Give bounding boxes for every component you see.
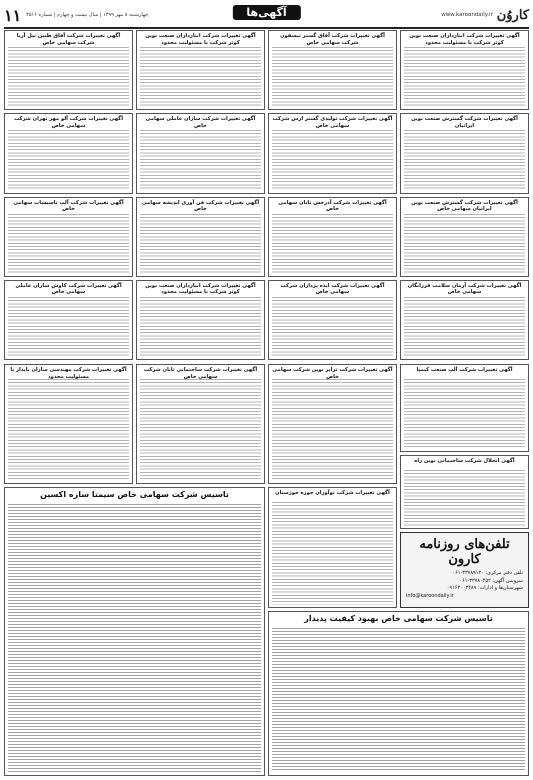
ad-title: آگهی تغییرات شرکت آفاق گستر تیسفون شرکت سهامی خاص (280, 33, 385, 46)
ad-body-text (272, 297, 393, 357)
page-number: ۱۱ (4, 5, 22, 25)
ad-box (400, 364, 529, 452)
ad-box (136, 197, 265, 277)
ad-box (400, 280, 529, 360)
website-url[interactable]: www.karoondaily.ir (441, 12, 493, 18)
ad-box (400, 197, 529, 277)
ad-title: آگهی تغییرات شرکت آذرخش تابان سهامی خاص (278, 199, 387, 212)
ad-box (136, 30, 265, 110)
phones-line: تلفن دفتر مرکزی: ۳۳۷۸۹۱۲۰-۰۶۱ (452, 570, 523, 576)
ad-title: آگهی تغییرات شرکت ایده پردازان شرکت سهامی خاص (280, 282, 385, 296)
founding-body-text (8, 504, 261, 772)
ad-title: آگهی تغییرات شرکت انبارداران صنعت نوین کوثر شرکت با مسئولیت محدود (409, 33, 520, 46)
bottom-section (4, 364, 529, 776)
ad-body-text (8, 214, 129, 274)
ad-body-text (404, 214, 525, 274)
ad-box (4, 30, 133, 110)
ads-grid (4, 30, 529, 360)
founding-notice-1 (4, 487, 265, 776)
dateline: چهارشنبه ۸ مهر ۱۳۹۹ | سال بیست و چهارم | شماره ۴۵۱۶ (26, 12, 149, 18)
phones-line: شهرستان‌ها و ادارات: ۰۹۱۶۳۰۰۳۴۸۹ (446, 585, 523, 591)
masthead-brand-group (441, 8, 529, 23)
ad-body-text (8, 47, 129, 107)
ad-body-text (8, 379, 129, 481)
ad-body-text (140, 297, 261, 357)
founding-title: تاسیس شرکت سهامی خاص بهبود کیفیت پدیدار (304, 614, 493, 623)
ad-body-text (140, 47, 261, 107)
ad-title: آگهی تغییرات شرکت انبارداران صنعت نوین کوثر شرکت با مسئولیت محدود (145, 33, 256, 46)
ad-body-text (8, 297, 129, 357)
ad-body-text (272, 130, 393, 190)
ad-box (268, 197, 397, 277)
ad-title: آگهی تغییرات شرکت گسترش صنعت نوین ایرانیان سهامی خاص (411, 199, 518, 212)
ad-box (400, 455, 529, 529)
ad-title: آگهی تغییرات شرکت آلو مهر تهران شرکت سهامی خاص (14, 116, 123, 129)
ad-body-text (272, 502, 393, 605)
ad-title: آگهی تغییرات شرکت آلپ صنعت کیمیا (416, 367, 513, 373)
ad-box (268, 30, 397, 110)
ad-title: آگهی تغییرات شرکت ترابر نوین شرکت سهامی خاص (272, 367, 393, 380)
ad-title: آگهی تغییرات شرکت آلپ تاسیسات سهامی خاص (13, 199, 124, 212)
masthead (4, 3, 529, 29)
ad-box (268, 364, 397, 484)
ad-box (4, 197, 133, 277)
phones-title: تلفن‌های روزنامه کارون (419, 537, 510, 567)
section-title: آگهی‌ها (232, 5, 300, 20)
ad-box (268, 280, 397, 360)
ad-body-text (272, 379, 393, 481)
ad-body-text (404, 297, 525, 357)
ad-title: آگهی انحلال شرکت ساختمانی نوین راه (414, 458, 515, 464)
ad-body-text (272, 47, 393, 107)
ad-body-text (404, 379, 525, 449)
ad-title: آگهی تغییرات شرکت نوآوران حوزه خوزستان (275, 490, 390, 496)
ad-body-text (404, 470, 525, 526)
ad-box (268, 487, 397, 608)
ad-title: آگهی تغییرات شرکت انبارداران صنعت نوین کوثر شرکت با مسئولیت محدود (145, 282, 256, 296)
ad-box (4, 280, 133, 360)
ad-body-text (404, 130, 525, 190)
founding-title: تاسیس شرکت سهامی خاص سیمتا سازه اکسین (40, 490, 229, 499)
ad-title: آگهی تغییرات شرکت ساختمانی تابان شرکت سهامی خاص (143, 367, 258, 380)
ad-box (268, 113, 397, 193)
ad-body-text (140, 379, 261, 481)
ad-box (4, 364, 133, 484)
ad-title: آگهی تغییرات شرکت آرمان سلامت فرزانگان سهامی خاص (407, 282, 522, 296)
ad-title: آگهی تغییرات شرکت سازان عاملی سهامی خاص (145, 116, 256, 129)
ad-body-text (404, 47, 525, 107)
ad-box (136, 280, 265, 360)
ad-body-text (140, 214, 261, 274)
phones-line: سرویس آگهی: ۳۳۷۸۰۴۵۲-۰۶۱ (459, 577, 523, 584)
ad-box (136, 113, 265, 193)
ad-box (400, 113, 529, 193)
ad-box (400, 30, 529, 110)
ad-body-text (272, 214, 393, 274)
ad-title: آگهی تغییرات شرکت گسترش صنعت نوین ایرانیان (411, 116, 518, 129)
masthead-info-group (4, 6, 148, 25)
ad-title: آگهی تغییرات شرکت آفاق طنین نیل آریا شرکت سهامی خاص (16, 33, 121, 46)
ad-body-text (140, 130, 261, 190)
ad-box (4, 113, 133, 193)
ad-title: آگهی تغییرات شرکت تولیدی گستر ارس شرکت سهامی خاص (272, 116, 393, 129)
ad-box (136, 364, 265, 484)
ad-title: آگهی تغییرات شرکت فن آوری اندیشه سهامی خاص (141, 199, 260, 212)
ad-body-text (8, 130, 129, 190)
email-link[interactable]: info@karoondaily.ir (406, 592, 454, 599)
ad-title: آگهی تغییرات شرکت کاوش سازان عاملی سهامی خاص (15, 282, 122, 296)
ad-title: آگهی تغییرات شرکت مهندسی سازان پایدار با مسئولیت محدود (10, 367, 127, 380)
newspaper-logo: کاروُن (496, 7, 529, 23)
founding-notice-2 (268, 611, 529, 776)
founding-body-text (272, 628, 525, 772)
phones-box (400, 532, 529, 608)
